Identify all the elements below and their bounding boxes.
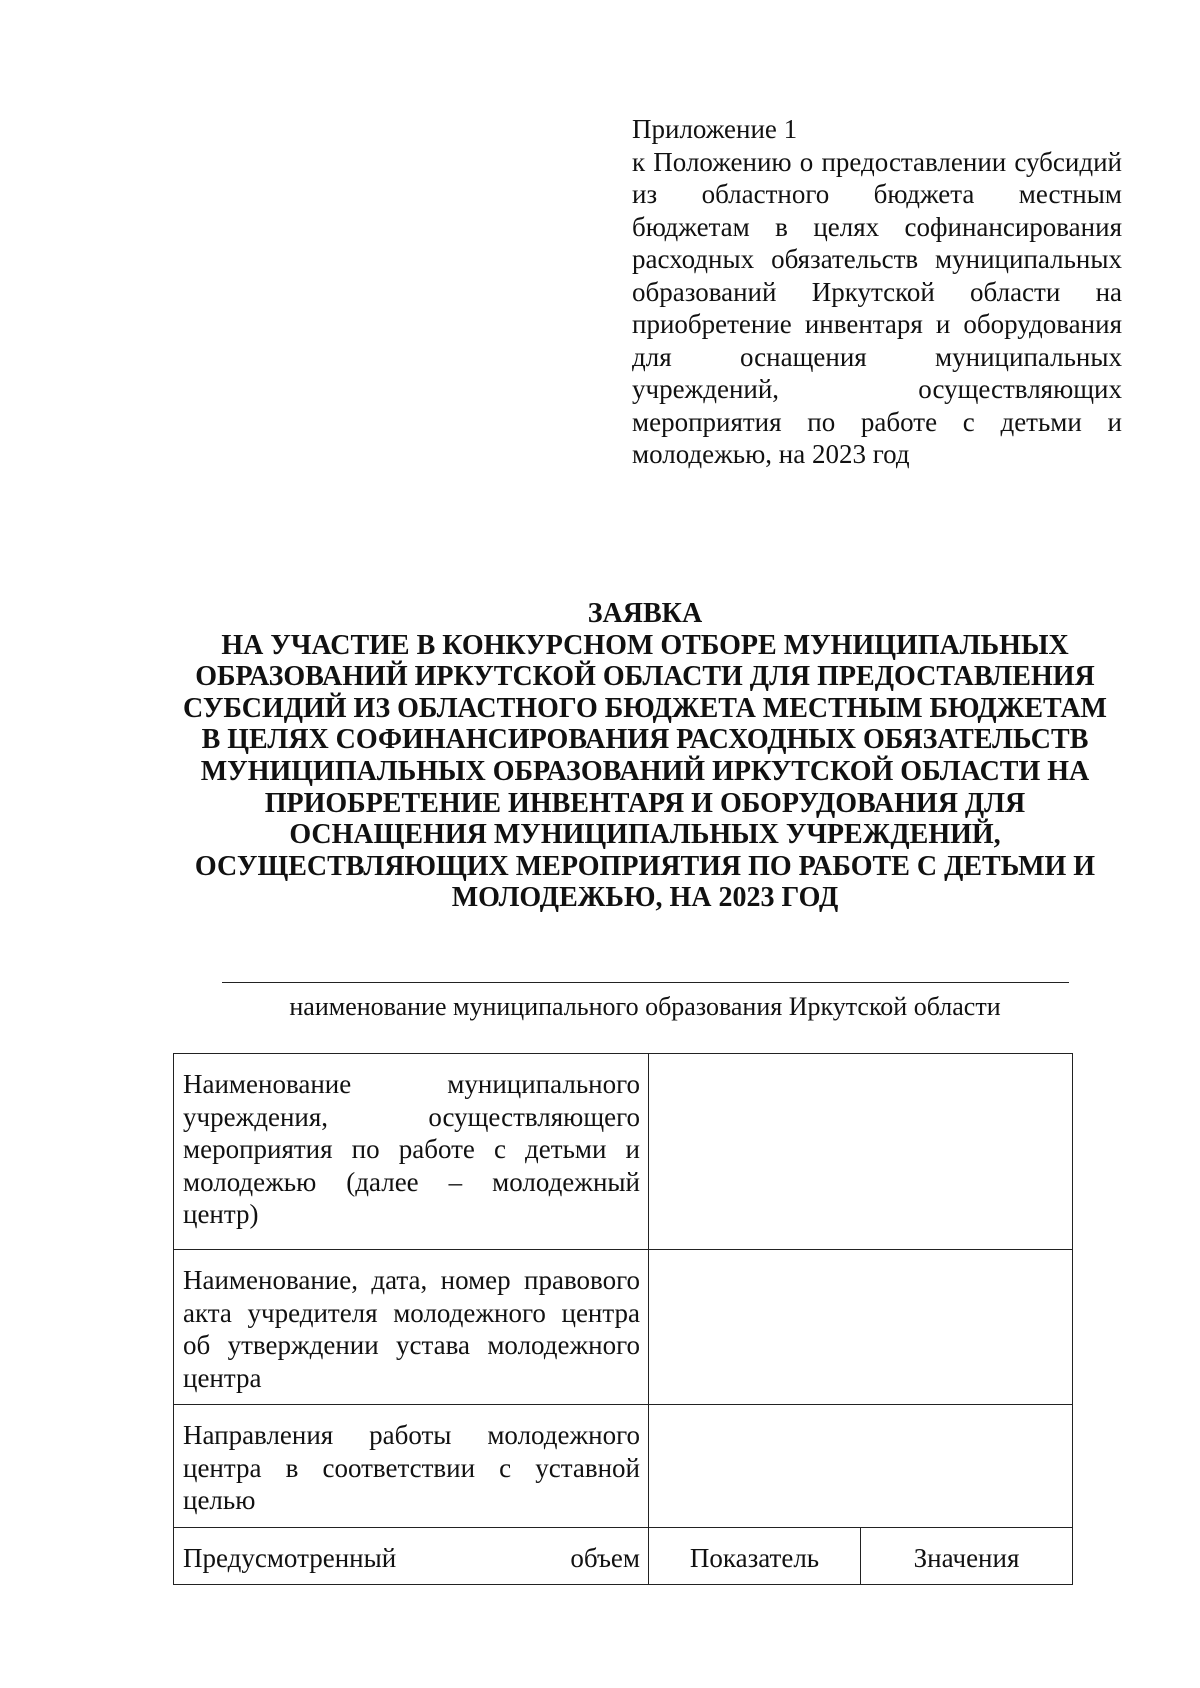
- municipality-fill-line[interactable]: [222, 982, 1069, 983]
- title-line: СУБСИДИЙ ИЗ ОБЛАСТНОГО БЮДЖЕТА МЕСТНЫМ БЮДЖЕТАМ: [183, 692, 1107, 724]
- column-header-values: Значения: [861, 1527, 1073, 1585]
- title-line: ОСНАЩЕНИЯ МУНИЦИПАЛЬНЫХ УЧРЕЖДЕНИЙ,: [289, 819, 1001, 851]
- appendix-number: Приложение 1: [632, 114, 798, 144]
- title-line: НА УЧАСТИЕ В КОНКУРСНОМ ОТБОРЕ МУНИЦИПАЛЬНЫХ: [221, 629, 1069, 661]
- title-line: МУНИЦИПАЛЬНЫХ ОБРАЗОВАНИЙ ИРКУТСКОЙ ОБЛАСТИ НА: [200, 755, 1090, 787]
- municipality-caption: наименование муниципального образования Иркутской области: [289, 992, 1001, 1021]
- row-value-cell[interactable]: [649, 1405, 1073, 1528]
- column-header-indicator: Показатель: [649, 1527, 861, 1585]
- table-row: [174, 1405, 1073, 1528]
- table-row: [174, 1054, 1073, 1250]
- table-row: [174, 1527, 1073, 1585]
- document-title: [150, 598, 1140, 914]
- row-label: Предусмотренный объем: [174, 1527, 649, 1585]
- title-line: ОСУЩЕСТВЛЯЮЩИХ МЕРОПРИЯТИЯ ПО РАБОТЕ С ДЕТЬМИ И: [194, 850, 1096, 882]
- row-label: Наименование муниципального учреждения, осуществляющего мероприятия по работе с детьми и молодежью (далее – молодежный центр): [174, 1054, 649, 1250]
- row-label: Наименование, дата, номер правового акта учредителя молодежного центра об утверждении устава молодежного центра: [174, 1250, 649, 1405]
- title-line: ЗАЯВКА: [587, 598, 703, 629]
- application-table: [173, 1053, 1073, 1585]
- row-value-cell[interactable]: [649, 1054, 1073, 1250]
- title-line: МОЛОДЕЖЬЮ, НА 2023 ГОД: [451, 882, 839, 914]
- title-line: ПРИОБРЕТЕНИЕ ИНВЕНТАРЯ И ОБОРУДОВАНИЯ ДЛЯ: [264, 787, 1026, 819]
- appendix-text: к Положению о предоставлении субсидий из областного бюджета местным бюджетам в целях софинансирования расходных обязательств муниципальных образований Иркутской области на приобретение инвентаря и оборудования для оснащения муниципальных учреждений, осуществляющих мероприятия по работе с детьми и молодежью, на 2023 год: [632, 146, 1122, 469]
- title-line: В ЦЕЛЯХ СОФИНАНСИРОВАНИЯ РАСХОДНЫХ ОБЯЗАТЕЛЬСТВ: [201, 724, 1089, 756]
- table-row: [174, 1250, 1073, 1405]
- row-value-cell[interactable]: [649, 1250, 1073, 1405]
- row-label: Направления работы молодежного центра в соответствии с уставной целью: [174, 1405, 649, 1528]
- title-line: ОБРАЗОВАНИЙ ИРКУТСКОЙ ОБЛАСТИ ДЛЯ ПРЕДОСТАВЛЕНИЯ: [195, 661, 1095, 693]
- appendix-block: [632, 113, 1122, 471]
